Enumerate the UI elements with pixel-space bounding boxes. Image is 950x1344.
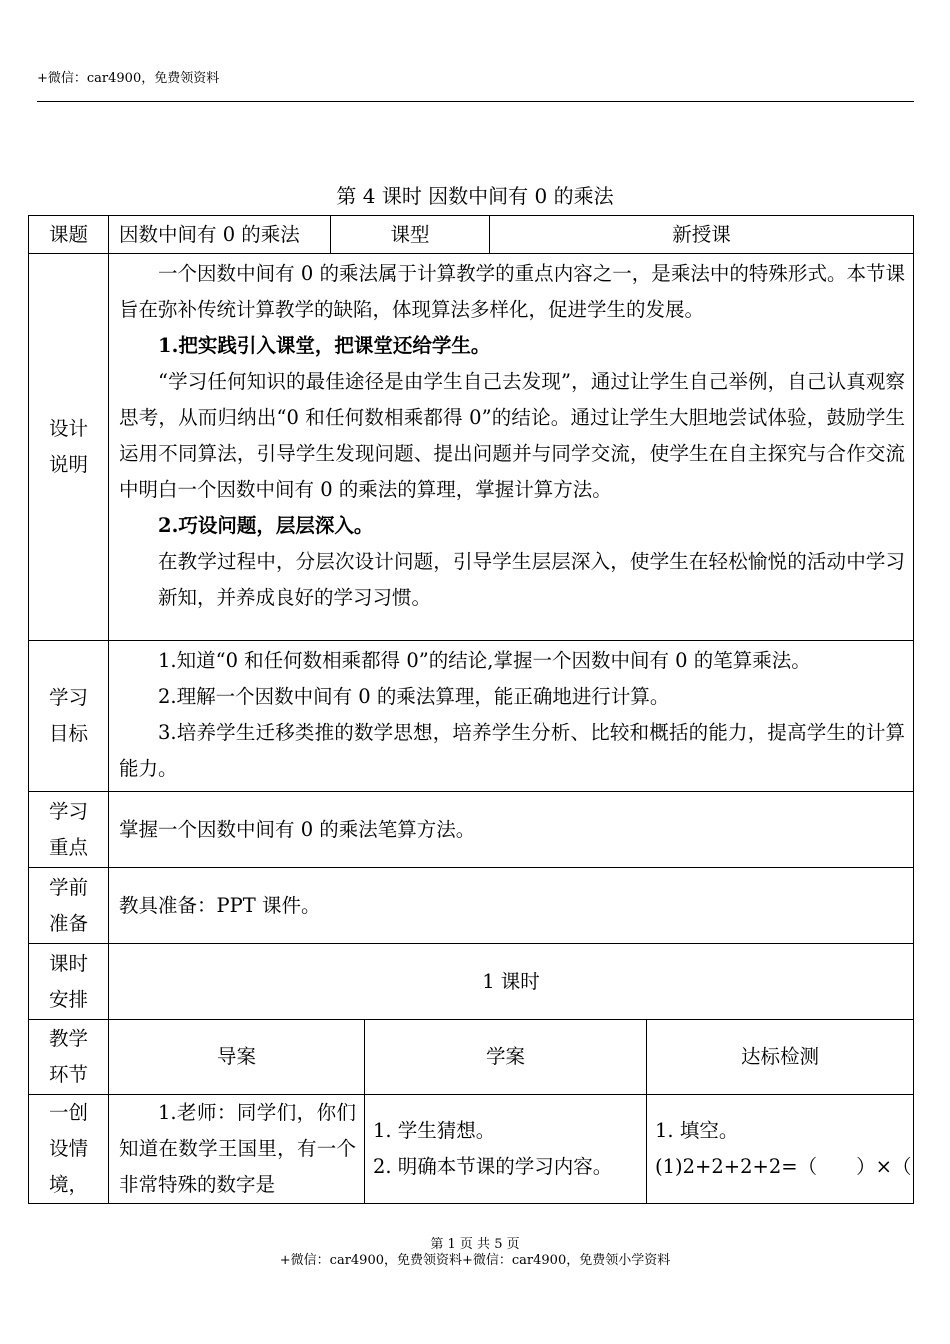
- goals-label: 学习目标: [29, 641, 109, 792]
- topic-value: 因数中间有 0 的乘法: [109, 216, 331, 254]
- goals-row: [29, 641, 914, 792]
- guide-header: 导案: [109, 1020, 365, 1095]
- stage1-study: 1. 学生猜想。 2. 明确本节课的学习内容。: [365, 1095, 647, 1204]
- key-row: [29, 792, 914, 868]
- stage1-test: 1. 填空。 (1)2+2+2+2=（ ）×（: [647, 1095, 914, 1204]
- design-paragraph: 一个因数中间有 0 的乘法属于计算教学的重点内容之一，是乘法中的特殊形式。本节课旨在弥补传统计算教学的缺陷，体现算法多样化，促进学生的发展。: [119, 262, 906, 321]
- topic-row: [29, 216, 914, 254]
- prep-row: [29, 868, 914, 944]
- design-label: 设计说明: [29, 254, 109, 641]
- prep-label: 学前准备: [29, 868, 109, 944]
- process-label: 教学环节: [29, 1020, 109, 1095]
- stage1-row: [29, 1095, 914, 1204]
- footer-watermark: +微信：car4900，免费领资料+微信：car4900，免费领小学资料: [279, 1253, 671, 1268]
- schedule-label: 课时安排: [29, 944, 109, 1020]
- stage1-label: 一创设情境，: [29, 1095, 109, 1204]
- goal-item: 3.培养学生迁移类推的数学思想，培养学生分析、比较和概括的能力，提高学生的计算能力。: [119, 721, 906, 780]
- design-point-2: 2.巧设问题，层层深入。: [158, 514, 374, 537]
- prep-content: 教具准备：PPT 课件。: [109, 868, 914, 944]
- page-title: 第 4 课时 因数中间有 0 的乘法: [336, 184, 614, 208]
- design-content: [109, 254, 914, 641]
- topic-label: 课题: [29, 216, 109, 254]
- study-header: 学案: [365, 1020, 647, 1095]
- test-header: 达标检测: [647, 1020, 914, 1095]
- type-value: 新授课: [490, 216, 914, 254]
- design-point-1: 1.把实践引入课堂，把课堂还给学生。: [158, 334, 491, 357]
- goals-content: [109, 641, 914, 792]
- design-row: [29, 254, 914, 641]
- key-content: 掌握一个因数中间有 0 的乘法笔算方法。: [109, 792, 914, 868]
- process-header-row: [29, 1020, 914, 1095]
- design-paragraph: “学习任何知识的最佳途径是由学生自己去发现”，通过让学生自己举例，自己认真观察思考，从而归纳出“0 和任何数相乘都得 0”的结论。通过让学生大胆地尝试体验，鼓励学生运用不同算法，引导学生发现问题、提出问题并与同学交流，使学生在自主探究与合作交流中明白一个因数中间有 0 的乘法的算理，掌握计算方法。: [119, 370, 906, 501]
- stage1-guide: 1.老师：同学们，你们知道在数学王国里，有一个非常特殊的数字是: [109, 1095, 365, 1204]
- header-divider: [37, 101, 914, 102]
- page-number: 第 1 页 共 5 页: [430, 1237, 520, 1252]
- schedule-row: [29, 944, 914, 1020]
- lesson-plan-table: [28, 215, 914, 1204]
- goal-item: 2.理解一个因数中间有 0 的乘法算理，能正确地进行计算。: [158, 685, 670, 708]
- goal-item: 1.知道“0 和任何数相乘都得 0”的结论,掌握一个因数中间有 0 的笔算乘法。: [158, 649, 811, 672]
- key-label: 学习重点: [29, 792, 109, 868]
- header-watermark: +微信：car4900，免费领资料: [37, 71, 220, 86]
- type-label: 课型: [331, 216, 490, 254]
- schedule-content: 1 课时: [109, 944, 914, 1020]
- design-paragraph: 在教学过程中，分层次设计问题，引导学生层层深入，使学生在轻松愉悦的活动中学习新知，并养成良好的学习习惯。: [158, 550, 906, 609]
